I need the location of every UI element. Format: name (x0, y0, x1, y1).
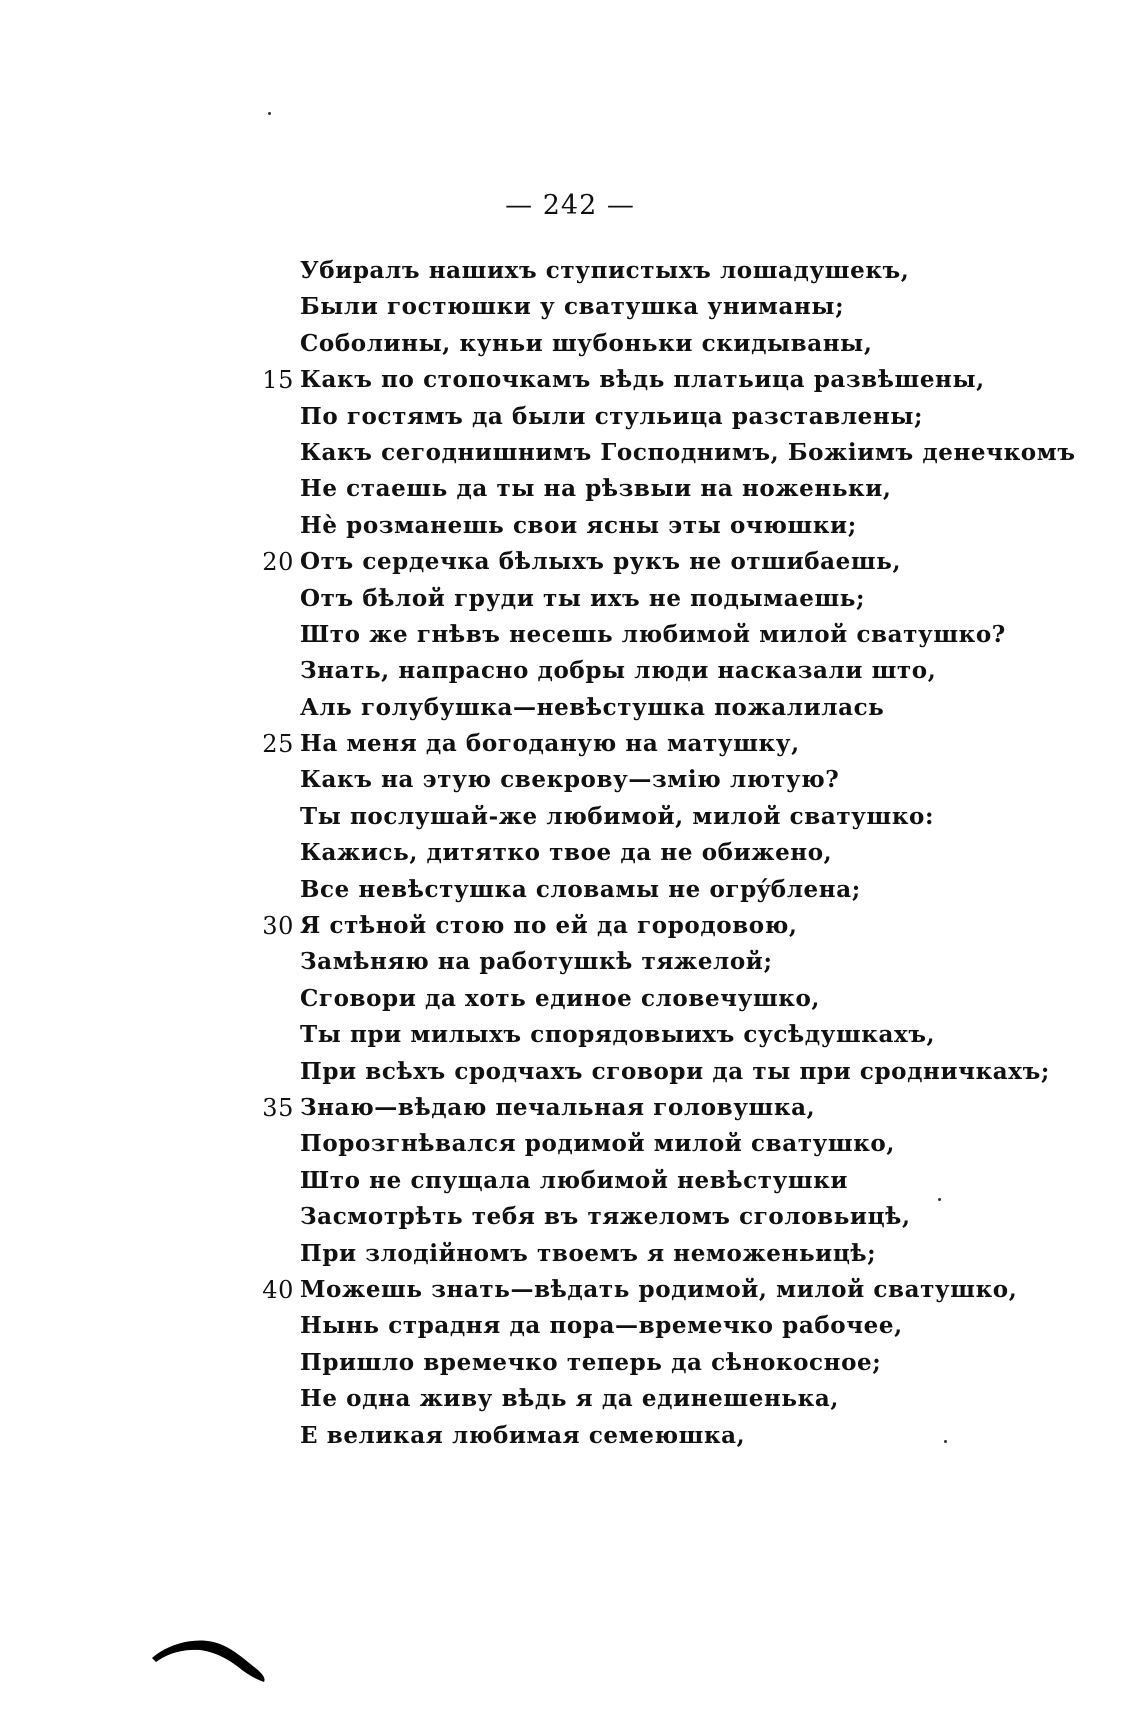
line-text: Знаю—вѣдаю печальная головушка, (300, 1093, 816, 1121)
line-number: 20 (262, 548, 294, 577)
poem-line (0, 1054, 1140, 1090)
line-text: Знать, напрасно добры люди насказали што, (300, 657, 937, 685)
poem-line (0, 435, 1140, 471)
line-text: Были гостюшки у сватушка униманы; (300, 293, 845, 321)
poem-line (0, 253, 1140, 289)
line-text: Убиралъ нашихъ ступистыхъ лошадушекъ, (300, 257, 910, 284)
ink-blot-mark (150, 1630, 270, 1690)
line-text: Аль голубушка—невѣстушка пожалилась (300, 693, 885, 721)
line-text: Замѣняю на работушкѣ тяжелой; (300, 948, 773, 976)
poem-line (0, 544, 1140, 580)
poem-line (0, 1308, 1140, 1344)
poem-line (0, 944, 1140, 980)
poem-line (0, 690, 1140, 726)
poem-line (0, 762, 1140, 798)
poem-line (0, 581, 1140, 617)
line-number: 15 (262, 366, 294, 395)
line-number: 40 (262, 1275, 294, 1304)
poem-line (0, 1017, 1140, 1053)
poem-line (0, 508, 1140, 544)
line-text: Какъ на этую свекрову—змію лютую? (300, 766, 840, 794)
poem-line (0, 1090, 1140, 1126)
poem-line (0, 1381, 1140, 1417)
line-text: Сговори да хоть единое словечушко, (300, 984, 821, 1012)
line-text: По гостямъ да были стульица разставлены; (300, 402, 924, 430)
line-text: Не одна живу вѣдь я да единешенька, (300, 1385, 839, 1413)
poem-line (0, 908, 1140, 944)
line-text: Пришло времечко теперь да сѣнокосное; (300, 1348, 882, 1376)
poem-line (0, 835, 1140, 871)
line-number: 30 (262, 912, 294, 941)
speck (944, 1440, 947, 1443)
line-text: Порозгнѣвался родимой милой сватушко, (300, 1130, 895, 1158)
poem-line (0, 399, 1140, 435)
line-text: Што же гнѣвъ несешь любимой милой сватушко? (300, 620, 1006, 648)
line-text: Нѐ розманешь свои ясны эты очюшки; (300, 511, 857, 539)
poem-line (0, 1345, 1140, 1381)
poem-line (0, 471, 1140, 507)
line-text: Кажись, дитятко твое да не обижено, (300, 839, 833, 867)
poem-line (0, 653, 1140, 689)
line-text: Ты при милыхъ спорядовыихъ сусѣдушкахъ, (300, 1021, 936, 1049)
poem-line (0, 1418, 1140, 1454)
poem-line (0, 289, 1140, 325)
line-number: 35 (262, 1093, 294, 1122)
line-number: 25 (262, 730, 294, 759)
line-text: Какъ по стопочкамъ вѣдь платьица развѣшены, (300, 366, 985, 394)
line-text: Не стаешь да ты на рѣзвыи на ноженьки, (300, 475, 892, 503)
poem-line (0, 1163, 1140, 1199)
poem-line (0, 872, 1140, 908)
poem-line (0, 326, 1140, 362)
line-text: При злодійномъ твоемъ я неможеньицѣ; (300, 1239, 877, 1267)
poem-line (0, 617, 1140, 653)
poem-line (0, 1236, 1140, 1272)
line-text: Можешь знать—вѣдать родимой, милой сватушко, (300, 1275, 1018, 1303)
line-text: Е великая любимая семеюшка, (300, 1421, 746, 1449)
line-text: Засмотрѣть тебя въ тяжеломъ сголовьицѣ, (300, 1203, 911, 1231)
line-text: При всѣхъ сродчахъ сговори да ты при сродничкахъ; (300, 1057, 1050, 1085)
page-number: — 242 — (505, 190, 635, 221)
line-text: Што не спущала любимой невѣстушки (300, 1166, 849, 1194)
line-text: На меня да богоданую на матушку, (300, 730, 800, 758)
poem-line (0, 981, 1140, 1017)
poem-line (0, 1272, 1140, 1308)
speck (938, 1198, 941, 1201)
line-text: Я стѣной стою по ей да городовою, (300, 912, 798, 940)
line-text: Отъ сердечка бѣлыхъ рукъ не отшибаешь, (300, 548, 902, 576)
poem-line (0, 1199, 1140, 1235)
line-text: Отъ бѣлой груди ты ихъ не подымаешь; (300, 584, 866, 612)
poem-text (0, 253, 1140, 1454)
line-text: Нынь страдня да пора—времечко рабочее, (300, 1312, 903, 1340)
poem-line (0, 1126, 1140, 1162)
poem-line (0, 726, 1140, 762)
speck (268, 112, 271, 115)
poem-line (0, 362, 1140, 398)
line-text: Соболины, куньи шубоньки скидываны, (300, 329, 873, 357)
poem-line (0, 799, 1140, 835)
line-text: Ты послушай-же любимой, милой сватушко: (300, 802, 935, 830)
line-text: Какъ сегоднишнимъ Господнимъ, Божіимъ денечкомъ (300, 438, 1076, 466)
line-text: Все невѣстушка словамы не огрýблена; (300, 875, 861, 903)
